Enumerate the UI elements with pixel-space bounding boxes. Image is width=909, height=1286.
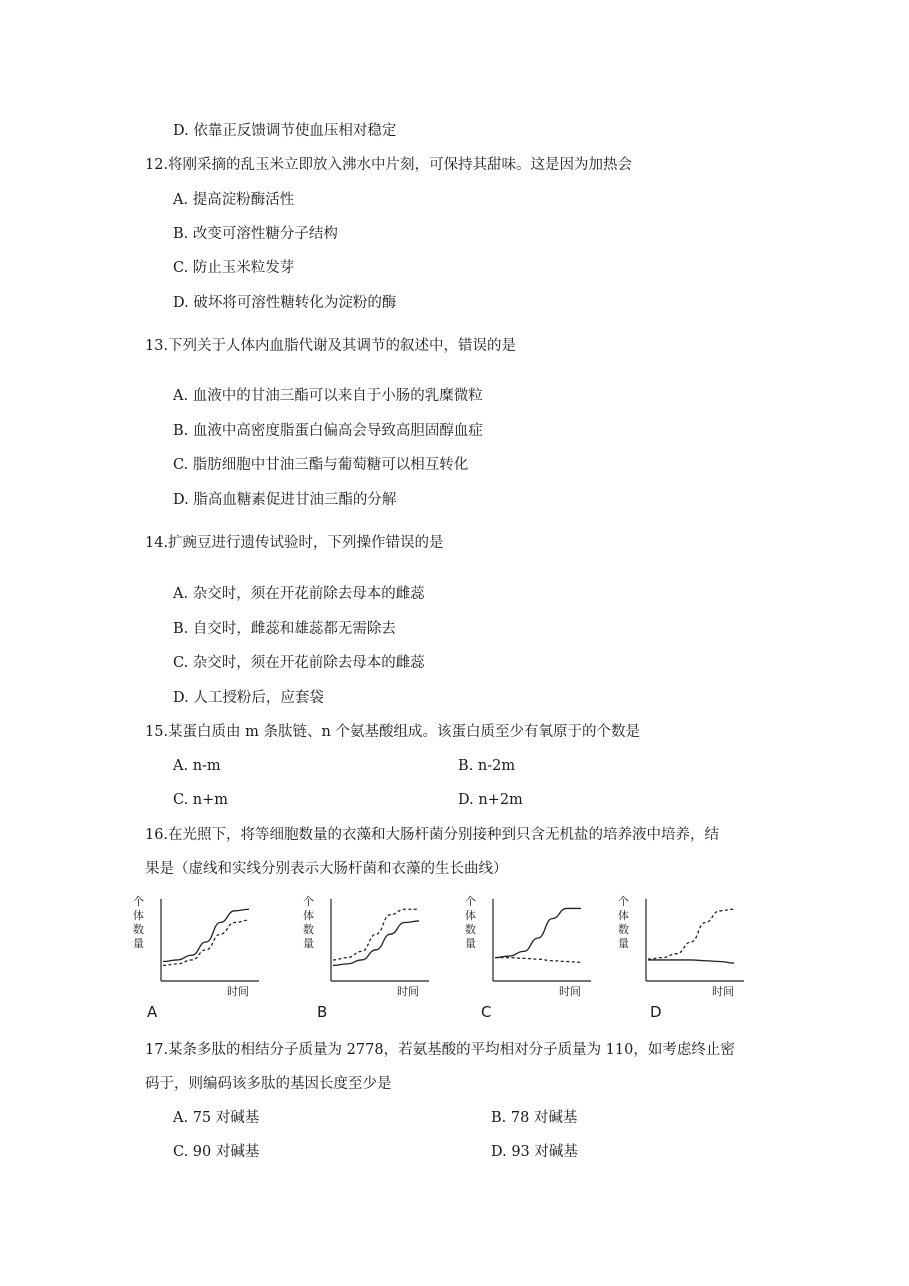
q14-option-a: A. 杂交时，须在开花前除去母本的雌蕊: [173, 586, 425, 602]
q12-option-d: D. 破坏将可溶性糖转化为淀粉的酶: [173, 295, 397, 311]
graph-a-y-label-char: 数: [133, 923, 144, 936]
q17-option-c: C. 90 对碱基: [173, 1144, 260, 1160]
graph-c-y-label-char: 数: [465, 923, 476, 936]
q14-option-c: C. 杂交时，须在开花前除去母本的雌蕊: [173, 655, 425, 671]
q13-stem: 13.下列关于人体内血脂代谢及其调节的叙述中，错误的是: [145, 338, 517, 354]
q17-option-d: D. 93 对碱基: [491, 1144, 578, 1160]
q16-graph-a-label: A: [147, 1003, 158, 1021]
graph-b-x-label: 时间: [397, 985, 419, 998]
graph-b-solid-curve: [333, 921, 419, 965]
q12-option-b: B. 改变可溶性糖分子结构: [173, 226, 338, 242]
graph-c-y-label-char: 个: [465, 895, 476, 908]
graph-c-y-label-char: 体: [465, 909, 476, 922]
graph-b-dashed-curve: [333, 909, 419, 960]
graph-a-x-label: 时间: [227, 985, 249, 998]
graph-a-y-label-char: 量: [133, 937, 144, 950]
q13-option-d: D. 脂高血糖素促进甘油三酯的分解: [173, 492, 397, 508]
q17-option-a: A. 75 对碱基: [173, 1110, 260, 1126]
q16-graph-c-label: C: [481, 1003, 492, 1021]
graph-a-y-label-char: 体: [133, 909, 144, 922]
graph-d-y-label-char: 个: [618, 895, 629, 908]
graph-b-y-label-char: 个: [303, 895, 314, 908]
graph-d-y-label-char: 体: [618, 909, 629, 922]
q16-graph-b: [295, 893, 435, 1021]
graph-b-y-label-char: 体: [303, 909, 314, 922]
q15-option-a: A. n-m: [173, 758, 221, 774]
q16-graph-b-svg: [295, 893, 435, 1003]
q16-graph-d: [610, 893, 750, 1021]
graph-d-solid-curve: [648, 960, 734, 963]
q15-option-d: D. n+2m: [458, 792, 523, 808]
graph-d-y-label-char: 量: [618, 937, 629, 950]
q13-option-b: B. 血液中高密度脂蛋白偏高会导致高胆固醇血症: [173, 423, 483, 439]
q13-option-a: A. 血液中的甘油三酯可以来自于小肠的乳糜微粒: [173, 388, 483, 404]
graph-a-solid-curve: [163, 909, 249, 961]
q14-stem: 14.扩豌豆进行遗传试验时，下列操作错误的是: [145, 535, 444, 551]
q17-option-b: B. 78 对碱基: [491, 1110, 578, 1126]
q15-stem: 15.某蛋白质由 m 条肽链、n 个氨基酸组成。该蛋白质至少有氧原于的个数是: [145, 724, 640, 740]
q15-option-c: C. n+m: [173, 792, 229, 808]
q12-stem: 12.将刚采摘的乱玉米立即放入沸水中片刻，可保持其甜味。这是因为加热会: [145, 157, 633, 173]
graph-b-y-label-char: 数: [303, 923, 314, 936]
graph-b-y-label-char: 量: [303, 937, 314, 950]
q16-graph-c: [457, 893, 597, 1021]
q12-option-a: A. 提高淀粉酶活性: [173, 192, 295, 208]
q16-graph-d-label: D: [650, 1003, 662, 1021]
graph-c-y-label-char: 量: [465, 937, 476, 950]
q15-option-b: B. n-2m: [458, 758, 516, 774]
q14-option-b: B. 自交时，雌蕊和雄蕊都无需除去: [173, 621, 396, 637]
q13-option-c: C. 脂肪细胞中甘油三酯与葡萄糖可以相互转化: [173, 457, 469, 473]
graph-a-dashed-curve: [163, 920, 249, 965]
q17-stem-line1: 17.某条多肽的相结分子质量为 2778，若氨基酸的平均相对分子质量为 110，如考虑终止密: [145, 1042, 735, 1058]
q14-option-d: D. 人工授粉后，应套袋: [173, 690, 324, 706]
q16-graph-a-svg: [125, 893, 265, 1003]
graph-d-dashed-curve: [648, 909, 734, 959]
q16-stem-line1: 16.在光照下，将等细胞数量的衣藻和大肠杆菌分别接种到只含无机盐的培养液中培养，结: [145, 827, 720, 843]
graph-d-x-label: 时间: [712, 985, 734, 998]
graph-a-y-label-char: 个: [133, 895, 144, 908]
q12-option-c: C. 防止玉米粒发芽: [173, 260, 295, 276]
graph-c-dashed-curve: [495, 958, 581, 963]
q11-option-d: D. 依靠正反馈调节使血压相对稳定: [173, 123, 397, 139]
q16-graph-c-svg: [457, 893, 597, 1003]
q16-graph-a: [125, 893, 265, 1021]
q16-graph-d-svg: [610, 893, 750, 1003]
q16-stem-line2: 果是（虚线和实线分别表示大肠杆菌和衣藻的生长曲线）: [145, 861, 508, 877]
graph-c-x-label: 时间: [559, 985, 581, 998]
q16-graph-b-label: B: [317, 1003, 328, 1021]
graph-d-y-label-char: 数: [618, 923, 629, 936]
q17-stem-line2: 码于，则编码该多肽的基因长度至少是: [145, 1076, 392, 1092]
graph-c-solid-curve: [495, 908, 581, 957]
